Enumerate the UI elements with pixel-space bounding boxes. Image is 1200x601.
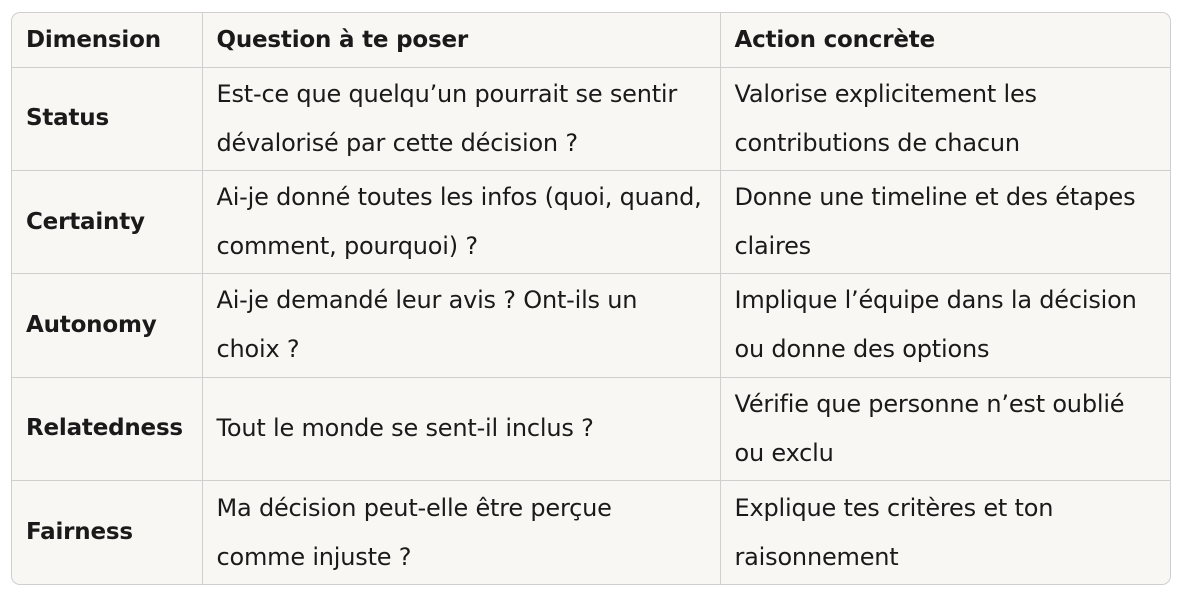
cell-dimension: Fairness xyxy=(12,481,202,584)
scarf-table xyxy=(12,13,1170,584)
table-row xyxy=(12,67,1170,170)
table-row xyxy=(12,170,1170,273)
cell-dimension: Autonomy xyxy=(12,274,202,377)
cell-action: Implique l’équipe dans la décision ou donne des options xyxy=(720,274,1170,377)
header-dimension: Dimension xyxy=(12,13,202,67)
header-action: Action concrète xyxy=(720,13,1170,67)
table-row xyxy=(12,377,1170,480)
cell-action: Valorise explicitement les contributions de chacun xyxy=(720,67,1170,170)
cell-dimension: Certainty xyxy=(12,170,202,273)
table-row xyxy=(12,481,1170,584)
table-container xyxy=(11,12,1171,585)
table-row xyxy=(12,274,1170,377)
cell-action: Donne une timeline et des étapes claires xyxy=(720,170,1170,273)
cell-action: Vérifie que personne n’est oublié ou exclu xyxy=(720,377,1170,480)
table-header xyxy=(12,13,1170,67)
table-body xyxy=(12,67,1170,584)
header-row xyxy=(12,13,1170,67)
cell-dimension: Relatedness xyxy=(12,377,202,480)
cell-question: Ma décision peut-elle être perçue comme injuste ? xyxy=(202,481,720,584)
cell-question: Ai-je donné toutes les infos (quoi, quand, comment, pourquoi) ? xyxy=(202,170,720,273)
cell-question: Est-ce que quelqu’un pourrait se sentir dévalorisé par cette décision ? xyxy=(202,67,720,170)
cell-action: Explique tes critères et ton raisonnement xyxy=(734,493,1054,571)
cell-question: Ai-je demandé leur avis ? Ont-ils un choix ? xyxy=(202,274,720,377)
cell-dimension: Status xyxy=(12,67,202,170)
header-question: Question à te poser xyxy=(202,13,720,67)
cell-question: Tout le monde se sent-il inclus ? xyxy=(202,377,720,480)
